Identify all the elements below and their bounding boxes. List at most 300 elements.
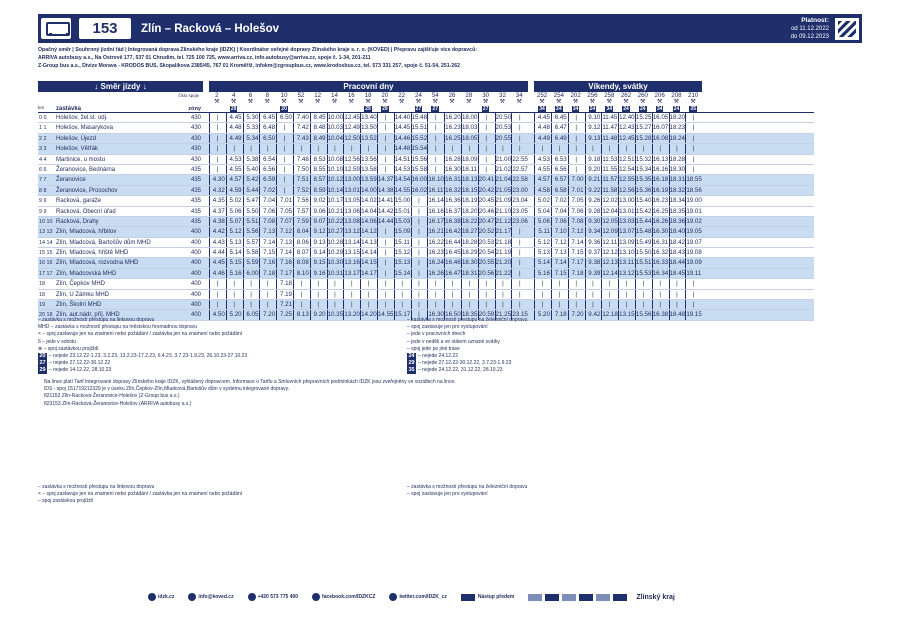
time-cell: 5.57 — [243, 238, 260, 247]
legend-item: – jede v pracovních dnech — [407, 331, 466, 338]
time-cell: 11.55 — [602, 165, 618, 173]
time-cell: 15.27 — [635, 124, 652, 132]
time-cell: 4.45 — [209, 258, 226, 267]
time-cell: 12.43 — [619, 124, 635, 132]
time-cell: 21.02 — [495, 165, 512, 173]
stop-name: Racková, Obecní úřad — [56, 208, 116, 215]
km-cell: 15 15 — [39, 250, 53, 257]
time-cell: 13.17 — [344, 269, 360, 277]
km-cell: 0 0 — [39, 115, 47, 121]
workday-icon: ⚒ — [247, 98, 254, 105]
time-cell: 16.46 — [445, 259, 461, 267]
time-cell: 18.27 — [461, 228, 478, 236]
stop-name: Žeranovice — [56, 177, 86, 184]
stop-name: Zlín, Mladcová, rozvodna MHD — [56, 260, 139, 267]
time-cell: 21.25 — [495, 311, 512, 319]
time-cell: 6.53 — [551, 155, 568, 164]
time-cell: 4.57 — [226, 175, 243, 184]
time-cell: 7.05 — [568, 196, 585, 205]
time-cell: | — [461, 300, 478, 309]
legend-item: – zastávka s možností přestupu na železniční dopravu — [407, 317, 528, 323]
time-cell: 7.15 — [551, 269, 568, 278]
time-cell: 19.11 — [686, 269, 702, 277]
time-cell: 4.53 — [534, 155, 551, 164]
time-cell: 16.32 — [445, 186, 461, 194]
time-cell: 9.42 — [585, 310, 602, 319]
time-cell: | — [377, 144, 394, 153]
route-title: Zlín – Racková – Holešov — [141, 22, 280, 35]
time-cell: | — [618, 290, 635, 299]
table-row — [38, 113, 814, 123]
time-cell: 9.26 — [585, 196, 602, 205]
time-cell: 5.47 — [243, 196, 260, 205]
time-cell: | — [310, 300, 327, 309]
time-cell: | — [377, 238, 394, 247]
time-cell: 18.23 — [669, 124, 685, 132]
trip-number: 28 — [465, 92, 473, 99]
time-cell: 12.50 — [344, 134, 360, 142]
time-cell: 13.15 — [344, 249, 360, 257]
time-cell: 7.07 — [276, 217, 293, 226]
time-cell: 14.17 — [361, 269, 377, 277]
workday-icon: ⚒ — [365, 98, 371, 105]
time-cell: | — [226, 279, 243, 288]
time-cell: 9.22 — [585, 186, 602, 195]
km-cell: 18 — [39, 291, 45, 298]
time-cell: 7.50 — [293, 165, 310, 174]
time-cell: | — [495, 144, 512, 153]
time-cell: | — [327, 300, 344, 309]
zone-cell: 400 — [190, 250, 201, 257]
legend-item: – spoj zastavuje jen pro vystupování — [407, 324, 488, 331]
time-cell: | — [343, 290, 360, 299]
card-icon — [613, 594, 627, 601]
time-cell: 16.30 — [445, 165, 461, 173]
time-cell: | — [478, 300, 495, 309]
time-cell: 11.53 — [602, 155, 618, 163]
time-cell: 4.49 — [226, 134, 243, 143]
time-cell: | — [601, 279, 618, 288]
time-cell: 9.13 — [310, 238, 327, 247]
card-icon — [579, 594, 593, 601]
time-cell: | — [444, 144, 461, 153]
time-cell: 18.03 — [461, 124, 478, 132]
time-cell: | — [511, 290, 528, 299]
time-cell: 7.13 — [551, 248, 568, 257]
time-cell: | — [276, 165, 293, 174]
globe-icon — [148, 593, 156, 601]
trip-number: 260 — [637, 92, 648, 99]
workday-icon: ⚒ — [466, 98, 472, 105]
footer-web[interactable]: idzk.cz — [148, 593, 174, 601]
line-number: 153 — [79, 18, 131, 39]
time-cell: 7.01 — [568, 186, 585, 195]
legend-item: 29 – nejede 27.12.22-30.12.22, 3.7.23-1.9.23 — [408, 360, 512, 367]
workday-icon: ⚒ — [516, 98, 523, 105]
km-cell: 16 16 — [39, 260, 53, 267]
legend-item: – zastávka s možností přestupu na železniční dopravu — [407, 484, 528, 490]
footer-twitter[interactable]: twitter.com/IDZK_cz — [389, 593, 447, 601]
time-cell: 15.32 — [635, 155, 652, 163]
time-cell: 10.31 — [327, 269, 344, 277]
time-cell: 14.04 — [361, 207, 377, 215]
trip-note: 34 — [606, 106, 612, 112]
time-cell: 12.14 — [602, 269, 618, 277]
time-cell: 15.48 — [635, 228, 652, 236]
time-cell: 5.16 — [226, 269, 243, 278]
time-cell: 23.15 — [512, 311, 528, 319]
time-cell: 16.16 — [652, 165, 669, 173]
table-row — [38, 165, 814, 175]
time-cell: | — [511, 227, 528, 236]
time-cell: 5.14 — [534, 258, 551, 267]
km-cell: 9 9 — [39, 208, 47, 215]
time-cell: | — [585, 300, 602, 309]
zone-cell: 400 — [190, 229, 201, 236]
time-cell: | — [310, 144, 327, 153]
note-row — [38, 105, 814, 113]
time-cell: 13.40 — [361, 114, 377, 121]
time-cell: | — [618, 279, 635, 288]
time-cell: 8.04 — [293, 227, 310, 236]
time-cell: | — [427, 165, 444, 174]
time-cell: 13.05 — [344, 197, 360, 205]
time-cell: | — [444, 279, 461, 288]
time-cell: 10.00 — [327, 114, 344, 121]
time-cell: | — [511, 258, 528, 267]
time-cell: 11.58 — [602, 186, 618, 194]
time-cell: 4.57 — [534, 175, 551, 184]
trip-note — [511, 105, 528, 112]
time-cell: 9.20 — [310, 310, 327, 319]
time-cell: 6.00 — [243, 269, 260, 278]
time-cell: 21.10 — [495, 207, 512, 215]
time-cell: 14.42 — [377, 207, 394, 215]
time-cell: | — [551, 279, 568, 288]
time-cell: | — [635, 144, 652, 153]
time-cell: 13.00 — [344, 176, 360, 184]
time-cell: | — [478, 279, 495, 288]
time-cell: 13.58 — [361, 165, 377, 173]
time-cell: | — [226, 290, 243, 299]
time-cell: 7.15 — [259, 248, 276, 257]
legend-item: – spoj zastavuje jen pro vystupování — [407, 491, 488, 497]
time-cell: 21.05 — [495, 186, 512, 194]
time-cell: | — [377, 300, 394, 309]
time-cell: 10.08 — [327, 155, 344, 163]
timetable — [38, 81, 814, 321]
time-cell: 13.15 — [619, 311, 635, 319]
time-cell: 12.04 — [602, 207, 618, 215]
footer-phone[interactable]: +420 573 775 400 — [248, 593, 298, 601]
time-cell: 5.56 — [243, 227, 260, 236]
time-cell: | — [259, 279, 276, 288]
time-cell: 18.45 — [669, 269, 685, 277]
time-cell: 16.21 — [428, 228, 444, 236]
time-cell: 7.06 — [568, 207, 585, 216]
trip-note: 34 — [539, 106, 545, 112]
time-cell: 7.06 — [259, 207, 276, 216]
time-cell: 6.57 — [551, 175, 568, 184]
time-cell: 16.24 — [428, 259, 444, 267]
time-cell: | — [601, 300, 618, 309]
km-cell: 18 — [39, 281, 45, 288]
time-cell: 7.20 — [568, 310, 585, 319]
time-cell: 5.33 — [243, 123, 260, 132]
legend-item: – zastávka s možností přestupu na linkovou dopravu — [38, 484, 155, 490]
time-cell: | — [427, 144, 444, 153]
time-cell: 10.21 — [327, 207, 344, 215]
time-cell: 18.31 — [461, 269, 478, 277]
time-cell: 16.38 — [652, 311, 669, 319]
time-cell: | — [427, 123, 444, 132]
trip-number: 52 — [297, 92, 305, 99]
legend-item: – jede v neděli a ve státem uznané svátky — [407, 338, 500, 345]
time-cell: | — [411, 300, 428, 309]
trip-note: 29 — [382, 106, 388, 112]
time-cell: | — [243, 144, 260, 153]
time-cell: 6.49 — [551, 134, 568, 143]
time-cell: 5.30 — [243, 113, 260, 122]
time-cell: | — [685, 279, 702, 288]
time-cell: | — [478, 144, 495, 153]
footer-mail[interactable]: info@koved.cz — [188, 593, 233, 601]
km-cell: 20 18 — [39, 312, 53, 319]
trip-note — [394, 105, 411, 112]
time-cell: | — [209, 165, 226, 174]
time-cell: | — [360, 300, 377, 309]
time-cell: 6.58 — [551, 186, 568, 195]
time-cell: 19.07 — [686, 238, 702, 246]
time-cell: 9.18 — [585, 155, 602, 164]
time-cell: 14.00 — [361, 186, 377, 194]
time-cell: 14.15 — [361, 259, 377, 267]
time-cell: 8.57 — [310, 175, 327, 184]
time-cell: 5.20 — [226, 310, 243, 319]
time-cell: 9.10 — [585, 113, 602, 122]
time-cell: 5.12 — [226, 227, 243, 236]
time-cell: 7.14 — [276, 248, 293, 257]
time-cell: | — [511, 134, 528, 143]
time-cell: 5.02 — [226, 196, 243, 205]
time-cell: | — [585, 290, 602, 299]
time-cell: 16.30 — [652, 228, 669, 236]
time-cell: 4.48 — [534, 123, 551, 132]
trip-note: 24 — [556, 106, 562, 112]
time-cell: 9.20 — [585, 165, 602, 174]
time-cell: | — [618, 144, 635, 153]
time-cell: 19.15 — [686, 311, 702, 319]
time-cell: 16.10 — [428, 176, 444, 184]
time-cell: | — [495, 279, 512, 288]
time-cell: 16.25 — [445, 134, 461, 142]
time-cell: 13.12 — [619, 269, 635, 277]
time-cell: | — [635, 300, 652, 309]
time-cell: 18.22 — [461, 217, 478, 225]
time-cell: 10.17 — [327, 197, 344, 205]
stop-name: Racková, garáže — [56, 198, 102, 205]
time-cell: 9.21 — [585, 175, 602, 184]
time-cell: 20.42 — [478, 186, 495, 194]
time-cell: | — [327, 279, 344, 288]
phone-icon — [248, 593, 256, 601]
time-cell: | — [209, 123, 226, 132]
time-cell: 7.21 — [276, 300, 293, 309]
stop-name: Holešov, Újezd — [56, 135, 96, 142]
time-cell: 9.34 — [585, 227, 602, 236]
workday-icon: ⚒ — [623, 98, 629, 105]
time-cell: 9.39 — [585, 269, 602, 278]
zone-cell: 435 — [190, 177, 201, 184]
time-cell: 12.45 — [619, 134, 635, 142]
trip-note — [495, 105, 512, 112]
time-cell: 18.56 — [686, 186, 702, 194]
zone-cell: 430 — [190, 115, 201, 121]
time-cell: | — [427, 300, 444, 309]
idzk-logo-icon — [835, 18, 859, 40]
time-cell: 16.37 — [445, 207, 461, 215]
time-cell: 4.59 — [226, 186, 243, 195]
stop-name: Holešov, Větřák — [56, 146, 98, 153]
trip-note: 27 — [415, 106, 422, 112]
time-cell: 7.17 — [276, 269, 293, 278]
stop-name: Žeranovice, Bednárna — [56, 166, 116, 173]
time-cell: 18.30 — [669, 165, 685, 173]
time-cell: 16.28 — [445, 155, 461, 163]
time-cell: 15.36 — [635, 186, 652, 194]
zone-head: zóny — [188, 106, 201, 112]
time-cell: 4.32 — [209, 186, 226, 195]
time-cell: 18.15 — [461, 186, 478, 194]
time-cell: | — [685, 123, 702, 132]
time-cell: 8.48 — [310, 123, 327, 132]
time-cell: | — [511, 248, 528, 257]
time-cell: | — [511, 144, 528, 153]
time-cell: 5.11 — [534, 227, 551, 236]
time-cell: 12.11 — [602, 238, 618, 246]
time-cell: 7.40 — [293, 113, 310, 122]
time-cell: 16.42 — [445, 228, 461, 236]
km-cell: 14 14 — [39, 239, 53, 246]
time-cell: 12.56 — [344, 155, 360, 163]
legend-item: MHD – zastávka s možností přestupu na městskou hromadnou dopravu — [38, 324, 197, 331]
trip-note: 35 — [690, 106, 696, 112]
time-cell: | — [394, 279, 411, 288]
table-row — [38, 144, 814, 154]
trip-note — [327, 105, 344, 112]
time-cell: 5.13 — [226, 238, 243, 247]
time-cell: 16.31 — [652, 238, 669, 246]
workday-icon: ⚒ — [348, 98, 355, 105]
time-cell: 7.57 — [293, 207, 310, 216]
workday-icon: ⚒ — [606, 98, 612, 105]
trip-note: 29 — [230, 106, 237, 112]
time-cell: 20.53 — [495, 124, 512, 132]
time-cell: 21.04 — [495, 176, 512, 184]
time-cell: 4.45 — [226, 113, 243, 122]
twitter-icon — [389, 593, 397, 601]
time-cell: 20.46 — [478, 207, 495, 215]
time-cell: 18.20 — [461, 207, 478, 215]
time-cell: 9.16 — [310, 269, 327, 278]
time-cell: 9.13 — [585, 134, 602, 143]
time-cell: 9.02 — [310, 196, 327, 205]
time-cell: 7.06 — [551, 217, 568, 226]
trip-number: 262 — [620, 92, 632, 99]
time-cell: | — [427, 134, 444, 143]
trip-note: 27 — [482, 106, 489, 112]
km-cell: 8 8 — [39, 187, 47, 194]
wheelchair-icon — [528, 594, 542, 601]
time-cell: 10.27 — [327, 228, 344, 236]
time-cell: 16.17 — [428, 217, 444, 225]
bike-icon — [545, 594, 559, 601]
time-cell: 7.14 — [551, 258, 568, 267]
time-cell: 15.42 — [635, 207, 652, 215]
time-cell: 14.53 — [394, 165, 411, 173]
operator-info — [38, 47, 477, 70]
time-cell: 5.16 — [534, 269, 551, 278]
time-cell: 5.13 — [534, 248, 551, 257]
time-cell: 14.45 — [394, 124, 411, 132]
time-cell: 20.56 — [478, 269, 495, 277]
time-cell: 13.09 — [619, 238, 635, 246]
time-cell: 13.52 — [361, 134, 377, 142]
time-cell: 16.11 — [428, 186, 444, 194]
time-cell: | — [427, 155, 444, 164]
time-cell: | — [568, 144, 585, 153]
time-cell: 13.56 — [361, 155, 377, 163]
time-cell: 12.55 — [619, 176, 635, 184]
time-cell: 18.34 — [669, 197, 685, 205]
time-cell: | — [534, 290, 551, 299]
time-cell: 12.49 — [344, 124, 360, 132]
footer-facebook[interactable]: facebook.com/IDZKCZ — [312, 593, 375, 601]
table-row — [38, 196, 814, 206]
time-cell: 7.56 — [293, 196, 310, 205]
time-cell: 21.18 — [495, 238, 512, 246]
time-cell: 16.26 — [652, 217, 669, 225]
zone-cell: 400 — [190, 270, 201, 277]
time-cell: | — [411, 290, 428, 299]
table-row — [38, 175, 814, 185]
time-cell: 15.00 — [394, 197, 411, 205]
time-cell: 18.28 — [669, 155, 685, 163]
time-cell: 6.59 — [259, 175, 276, 184]
zone-cell: 400 — [190, 291, 201, 298]
time-cell: 10.12 — [327, 176, 344, 184]
workday-icon: ⚒ — [398, 98, 405, 105]
time-cell: 15.48 — [411, 114, 428, 121]
time-cell: 14.55 — [394, 186, 411, 194]
time-cell: | — [495, 300, 512, 309]
time-cell: 18.48 — [669, 311, 685, 319]
time-cell: | — [377, 155, 394, 164]
region-logo: Zlínský kraj — [636, 593, 675, 601]
time-cell: 16.50 — [445, 311, 461, 319]
time-cell: 15.40 — [635, 197, 652, 205]
table-row — [38, 279, 814, 289]
time-cell: 4.37 — [209, 207, 226, 216]
time-cell: 7.16 — [276, 258, 293, 267]
time-cell: 15.54 — [411, 145, 428, 153]
time-cell: | — [601, 144, 618, 153]
time-cell: 5.12 — [534, 238, 551, 247]
time-cell: 7.02 — [551, 196, 568, 205]
table-row — [38, 238, 814, 248]
time-cell: | — [293, 144, 310, 153]
note: Na lince platí Tarif Integrované dopravy Zlínského kraje IDZK, vyhlášený dopravcem. Informace o Tarifu a Smluvních přepravních podmínkách IDZK jsou zveřejněny ve vozidlech na lince. — [44, 379, 456, 385]
